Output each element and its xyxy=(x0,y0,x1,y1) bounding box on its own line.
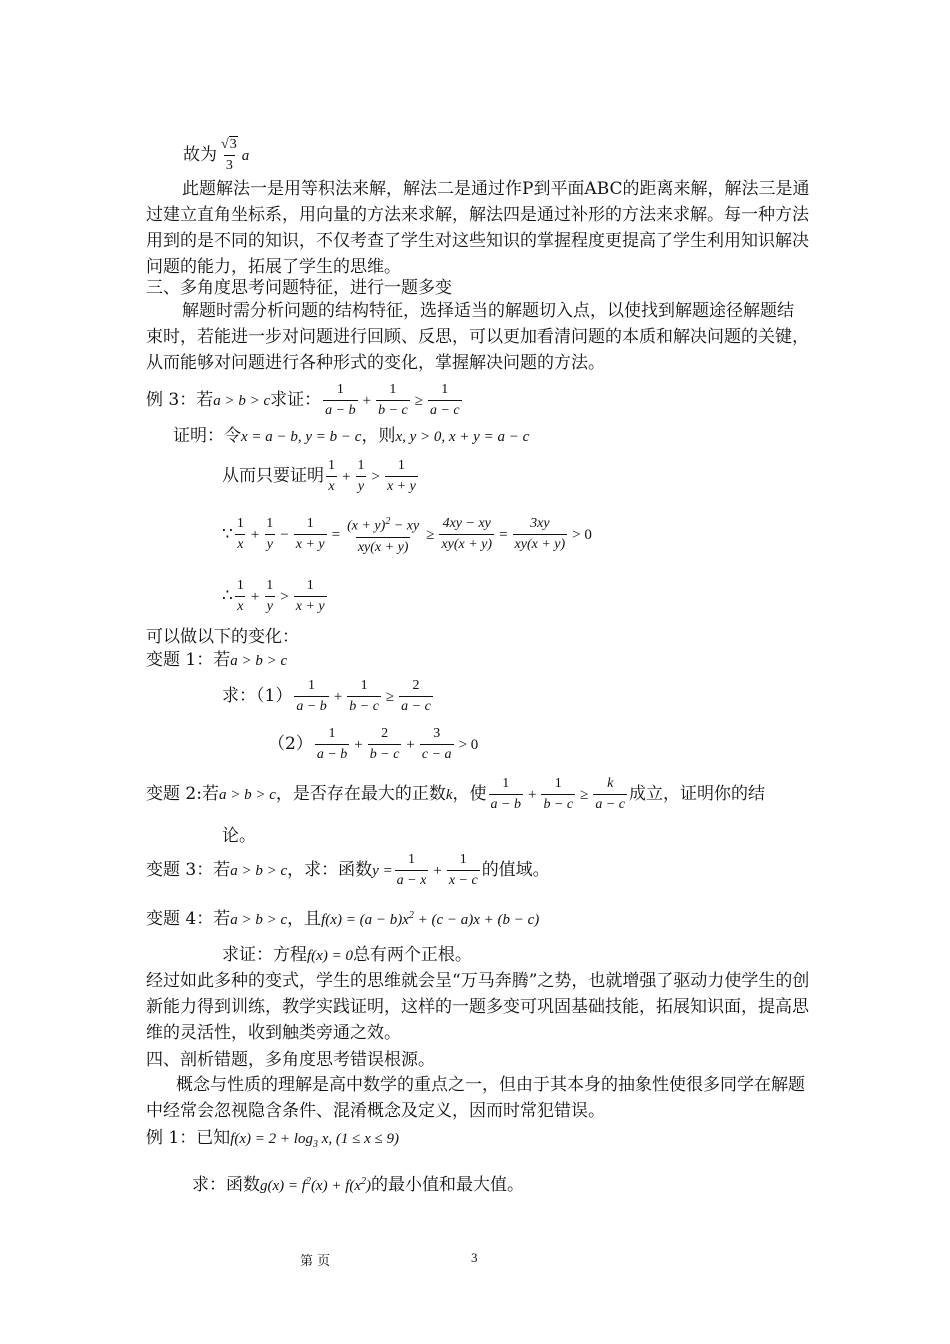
line-variant3: 变题 3：若a > b > c，求：函数y = $\frac{1}{a - x}$ + $\frac{1}{x - c}$ 的值域。 xyxy=(146,852,550,888)
paragraph-section4: 概念与性质的理解是高中数学的重点之一，但由于其本身的抽象性使很多同学在解题中经常会忽视隐含条件、混淆概念及定义，因而时常犯错误。 xyxy=(146,1075,805,1121)
line-variant2-end: 论。 xyxy=(222,826,256,846)
text-v4-end: 总有两个正根。 xyxy=(352,945,472,965)
paragraph-after: 经过如此多种的变式，学生的思维就会呈“万马奔腾”之势，也就增强了驱动力使学生的创新能力得到训练，教学实践证明，这样的一题多变可巩固基础技能，拓展知识面，提高思维的灵活性，收到触类旁通之效。 xyxy=(146,971,810,1043)
text-v1-label: 变题 1：若 xyxy=(146,650,231,670)
text-v4-label: 变题 4：若 xyxy=(146,909,231,929)
text-v3-end: 的值域。 xyxy=(481,860,550,880)
text-so: ∴ xyxy=(222,586,233,606)
text-v1-2: （2） xyxy=(268,734,313,754)
formula-abc: a > b > c xyxy=(213,393,271,409)
text-v4-prove: 求证：方程 xyxy=(222,945,307,965)
formula-sqrt3-over-3: $\frac{√3}{3}$ xyxy=(221,137,237,173)
heading-section4: 四、剖析错题，多角度思考错误根源。 xyxy=(146,1050,435,1070)
text-v2-make: ，使 xyxy=(452,784,487,804)
text-v3-label: 变题 3：若 xyxy=(146,860,231,880)
text-proof-label: 证明：令 xyxy=(173,426,241,446)
text-because: ∵ xyxy=(222,524,233,545)
text-only-need: 从而只要证明 xyxy=(222,466,324,486)
line-therefore: 故为 $\frac{√3}{3}$ a xyxy=(183,137,250,173)
text-v2-end: 成立，证明你的结 xyxy=(629,784,766,804)
line-because: ∵ $\frac{1}{x}$ + $\frac{1}{y}$ − $\frac{1}{x + y}$ = $\frac{(x + y)^2 - xy}{xy(x + y)}$ ≥ $\frac{4xy - xy}{xy(x + y)}$ = $\frac{3xy}{xy(x + y)}$ > 0 xyxy=(222,516,592,555)
text-v4-mid: ，且 xyxy=(287,909,322,929)
line-example1-ask: 求：函数$g(x) = f^2(x) + f(x^2)$的最小值和最大值。 xyxy=(192,1175,525,1195)
footer-page-label: 第 页 xyxy=(300,1254,331,1269)
line-can-change: 可以做以下的变化： xyxy=(146,627,299,647)
text-v1-ask: 求：（1） xyxy=(222,686,293,706)
text-v3-mid: ，求：函数 xyxy=(287,860,373,880)
footer-page-number: 3 xyxy=(471,1250,478,1265)
text-v2-label: 变题 2:若 xyxy=(146,784,219,804)
line-variant1: 变题 1：若a > b > c xyxy=(146,650,288,670)
heading-section3: 三、多角度思考问题特征，进行一题多变 xyxy=(146,278,452,298)
text-v2-mid: ，是否存在最大的正数 xyxy=(275,784,446,804)
paragraph-summary: 此题解法一是用等积法来解，解法二是通过作P到平面ABC的距离来解，解法三是通过建立直角坐标系，用向量的方法来求解，解法四是通过补形的方法来求解。每一种方法用到的是不同的知识，不仅考查了学生对这些知识的掌握程度更提高了学生利用知识解决问题的能力，拓展了学生的思维。 xyxy=(146,179,810,277)
line-example3: 例 3：若a > b > c求证： $\frac{1}{a - b}$ + $\frac{1}{b - c}$ ≥ $\frac{1}{a - c}$ xyxy=(146,382,460,418)
text-ex1-ask: 求：函数 xyxy=(192,1175,260,1195)
line-only-need: 从而只要证明 $\frac{1}{x}$ + $\frac{1}{y}$ > $\frac{1}{x + y}$ xyxy=(222,458,416,494)
paragraph-section3: 解题时需分析问题的结构特征，选择适当的解题切入点，以使找到解题途径解题结束时，若能进一步对问题进行回顾、反思，可以更加看清问题的本质和解决问题的关键，从而能够对问题进行各种形式的变化，掌握解决问题的方法。 xyxy=(146,301,809,373)
line-variant1-q2: （2） $\frac{1}{a - b}$ + $\frac{2}{b - c}$ + $\frac{3}{c - a}$ > 0 xyxy=(268,726,479,762)
text-ex3-prove: 求证： xyxy=(270,390,322,410)
line-variant1-q1: 求：（1） $\frac{1}{a - b}$ + $\frac{1}{b - c}$ ≥ $\frac{2}{a - c}$ xyxy=(222,678,431,714)
text-ex1-end: 的最小值和最大值。 xyxy=(371,1175,525,1195)
text-proof-then: ，则 xyxy=(361,426,396,446)
line-example1: 例 1：已知$f(x) = 2 + \log_3 x$, (1 ≤ x ≤ 9) xyxy=(146,1128,399,1150)
line-variant2: 变题 2:若a > b > c，是否存在最大的正数k，使 $\frac{1}{a - b}$ + $\frac{1}{b - c}$ ≥ $\frac{k}{a - c}$ 成立，证明你的结 xyxy=(146,776,766,812)
text-therefore: 故为 xyxy=(183,145,217,165)
line-variant4-prove: 求证：方程f(x) = 0总有两个正根。 xyxy=(222,945,472,965)
text-ex1-label: 例 1：已知 xyxy=(146,1128,231,1148)
line-variant4: 变题 4：若a > b > c，且$f(x) = (a - b)x^2 + (c - a)x + (b - c)$ xyxy=(146,909,540,929)
line-so: ∴ $\frac{1}{x}$ + $\frac{1}{y}$ > $\frac{1}{x + y}$ xyxy=(222,578,325,614)
line-proof: 证明：令x = a − b, y = b − c，则x, y > 0, x + y = a − c xyxy=(173,426,530,446)
text-ex3-label: 例 3：若 xyxy=(146,390,214,410)
